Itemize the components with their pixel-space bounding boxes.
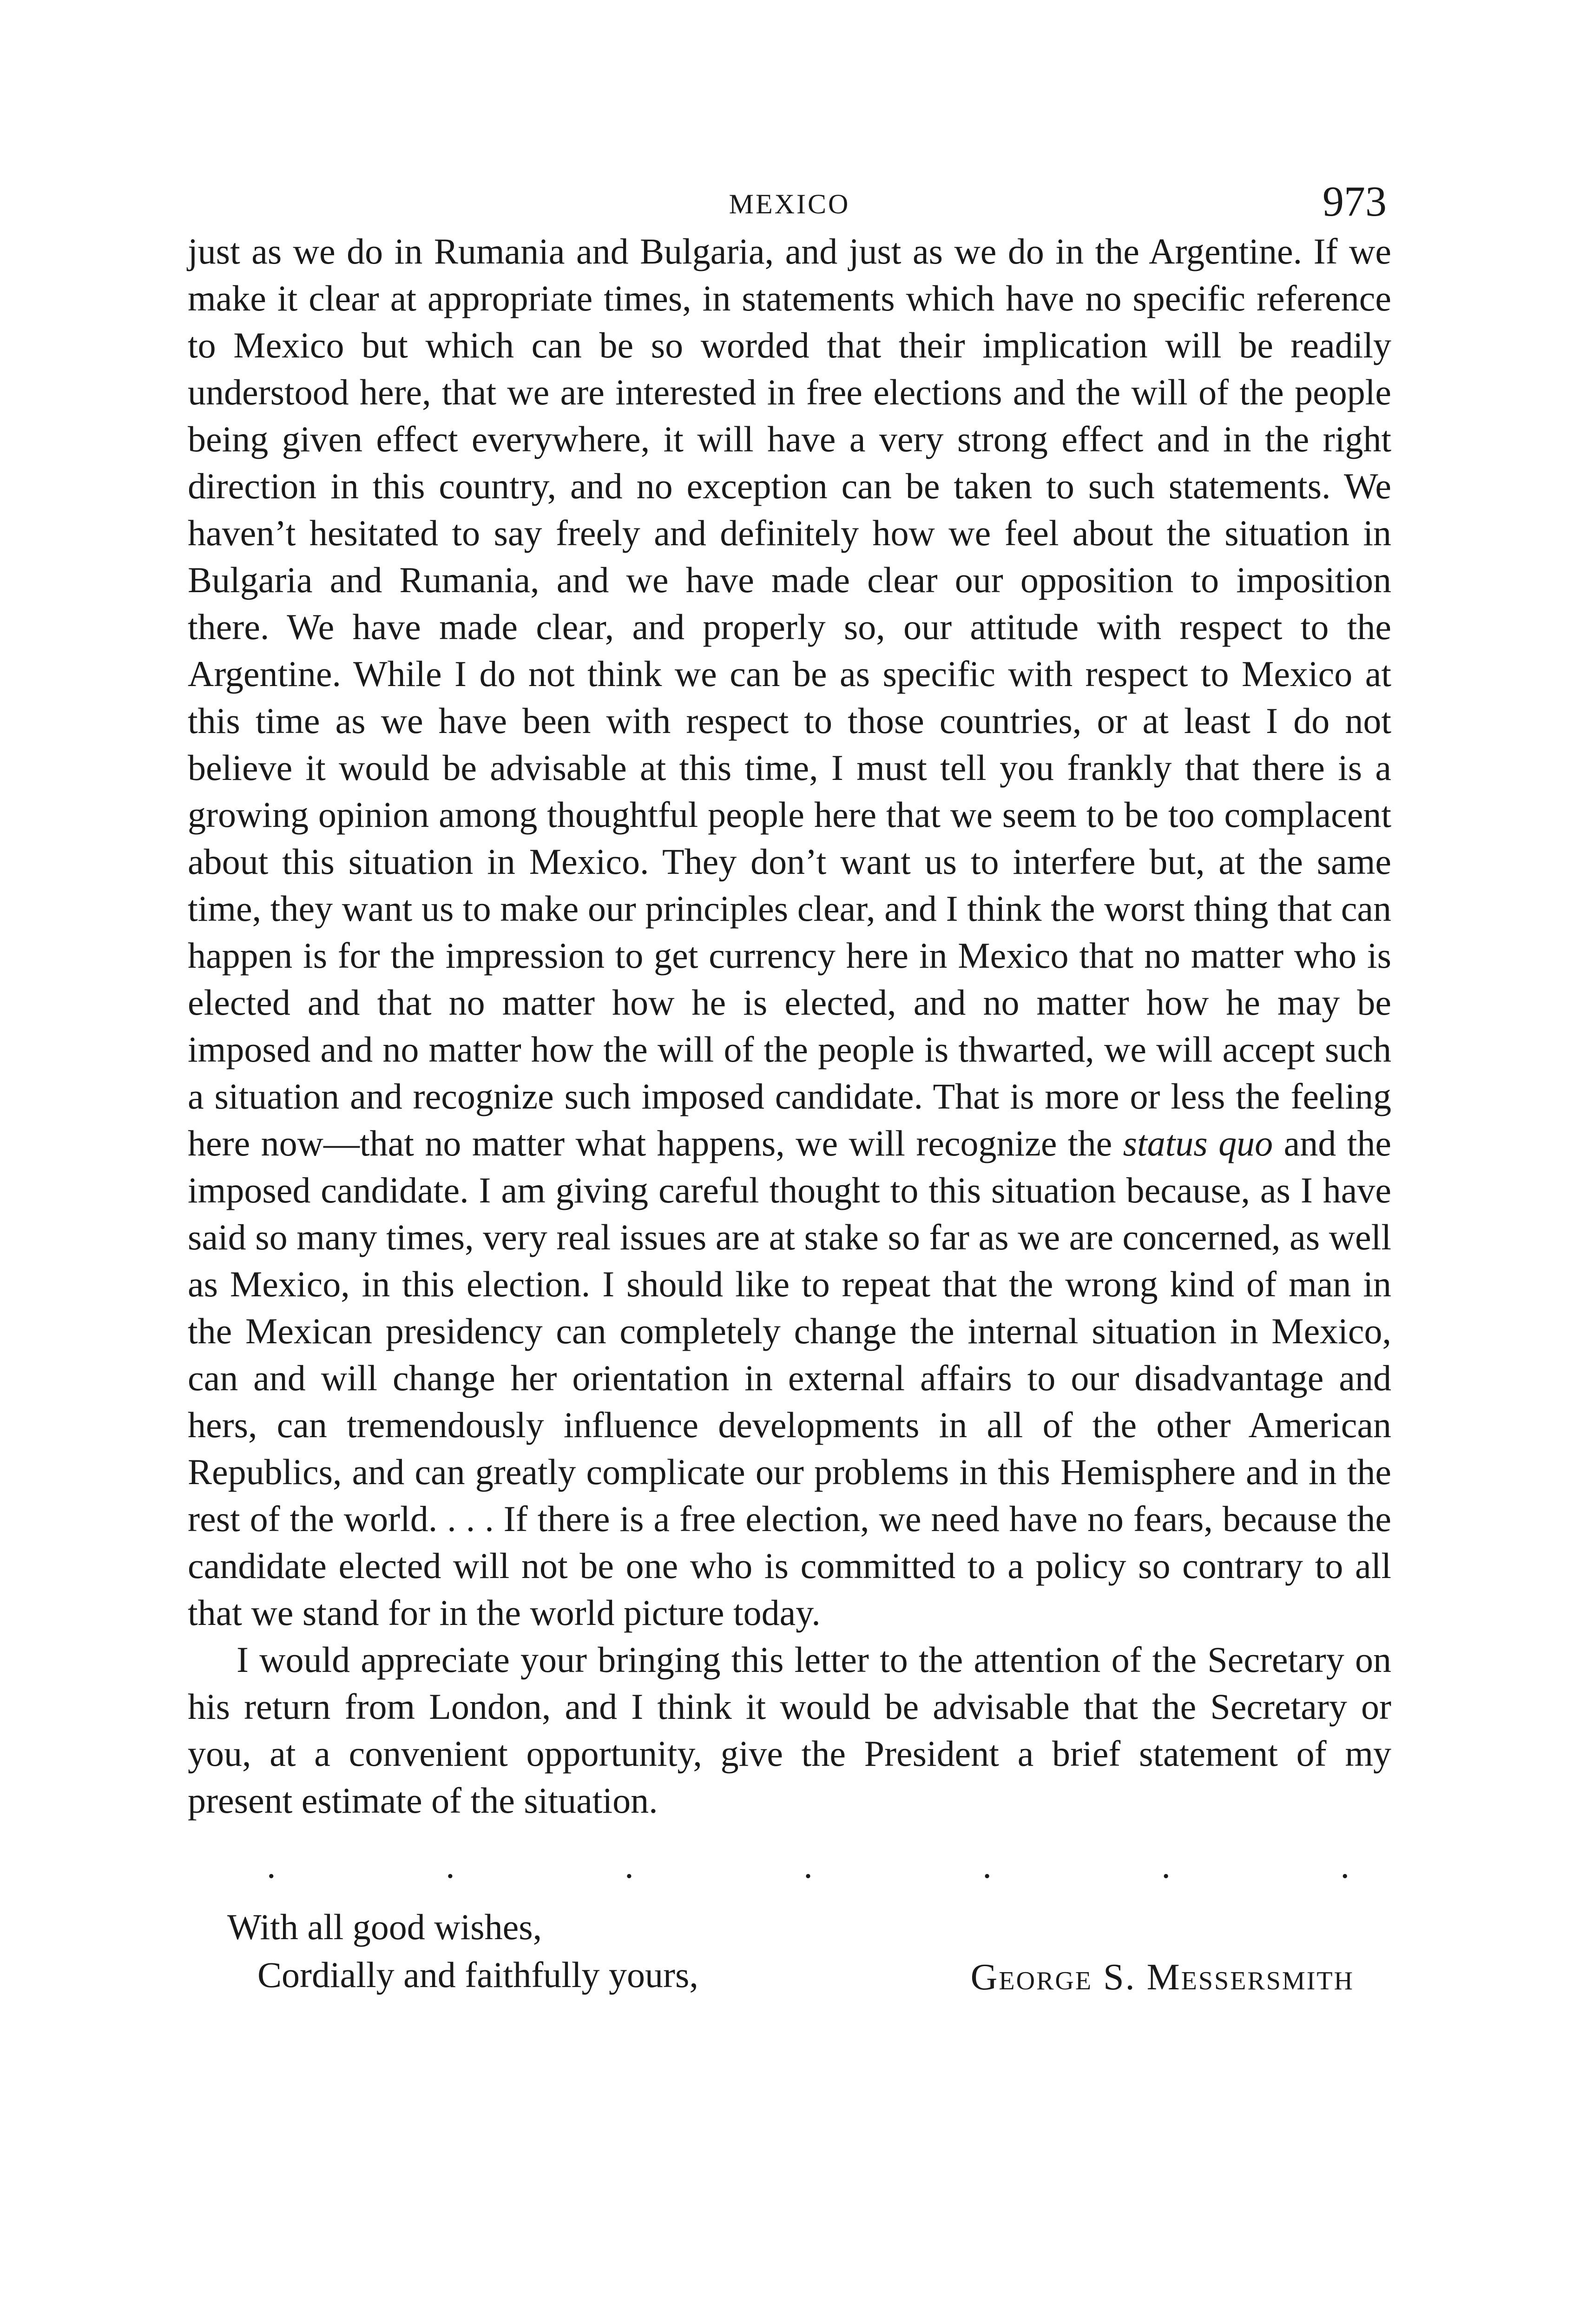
closing-greeting: With all good wishes, <box>227 1907 542 1947</box>
paragraph-2: I would appreciate your bringing this letter to the attention of the Secretary on his return from London, and I think it would be advisable that the Secretary or you, at a convenient opportunity, give the President a brief statement of my present estimate of the situation. <box>188 1639 1391 1821</box>
document-page <box>188 163 1391 2324</box>
paragraph-1-end: and the imposed candidate. I am giving careful thought to this situation because, as I have said so many times, very real issues are at stake so far as we are concerned, as well as Mexico, in this election. I should like to repeat that the wrong kind of man in the Mexican presidency can completely change the internal situation in Mexico, can and will change her orientation in external affairs to our disadvantage and hers, can tremendously influence developments in all of the other American Republics, and can greatly complicate our problems in this Hemisphere and in the rest of the world. . . . If there is a free election, we need have no fears, because the candidate elected will not be one who is committed to a policy so contrary to all that we stand for in the world picture today. <box>188 1123 1392 1633</box>
signature: George S. Messersmith <box>970 1957 1354 1998</box>
paragraph-1 <box>188 228 1391 1636</box>
page-number: 973 <box>1323 178 1387 225</box>
sign-off-row <box>188 1951 1391 2002</box>
complimentary-close: Cordially and faithfully yours, <box>257 1954 698 1995</box>
omission-mark: . <box>1161 1845 1171 1886</box>
running-title: MEXICO <box>729 189 850 219</box>
omission-mark: . <box>267 1845 276 1886</box>
paragraph-1-text: just as we do in Rumania and Bulgaria, and just as we do in the Argentine. If we make it clear at appropriate times, in statements which have no specific reference to Mexico but which can be so worded that their implication will be readily understood here, that we are interested in free elections and the will of the people being given effect everywhere, it will have a very strong effect and in the right direction in this country, and no exception can be taken to such statements. We haven’t hesitated to say freely and definitely how we feel about the situation in Bulgaria and Rumania, and we have made clear our opposition to imposition there. We have made clear, and properly so, our attitude with respect to the Argentine. While I do not think we can be as specific with respect to Mexico at this time as we have been with respect to those countries, or at least I do not believe it would be advisable at this time, I must tell you frankly that there is a growing opinion among thoughtful people here that we seem to be too complacent about this situation in Mexico. They don’t want us to interfere but, at the same time, they want us to make our principles clear, and I think the worst thing that can happen is for the impression to get currency here in Mexico that no matter who is elected and that no matter how he is elected, and no matter how he may be imposed and no matter how the will of the people is thwarted, we will accept such a situation and recognize such imposed candidate. That is more or less the feeling here now—that no matter what happens, we will recognize the <box>188 231 1391 1163</box>
running-head <box>188 163 1391 228</box>
omission-mark: . <box>1340 1845 1349 1886</box>
body-text <box>188 228 1391 1824</box>
omission-mark: . <box>803 1845 813 1886</box>
paragraph-1-italic: status quo <box>1123 1123 1273 1163</box>
closing-block <box>188 1903 1391 2002</box>
omission-mark: . <box>982 1845 992 1886</box>
omission-marks <box>188 1838 1391 1894</box>
omission-mark: . <box>446 1845 455 1886</box>
omission-mark: . <box>625 1845 634 1886</box>
